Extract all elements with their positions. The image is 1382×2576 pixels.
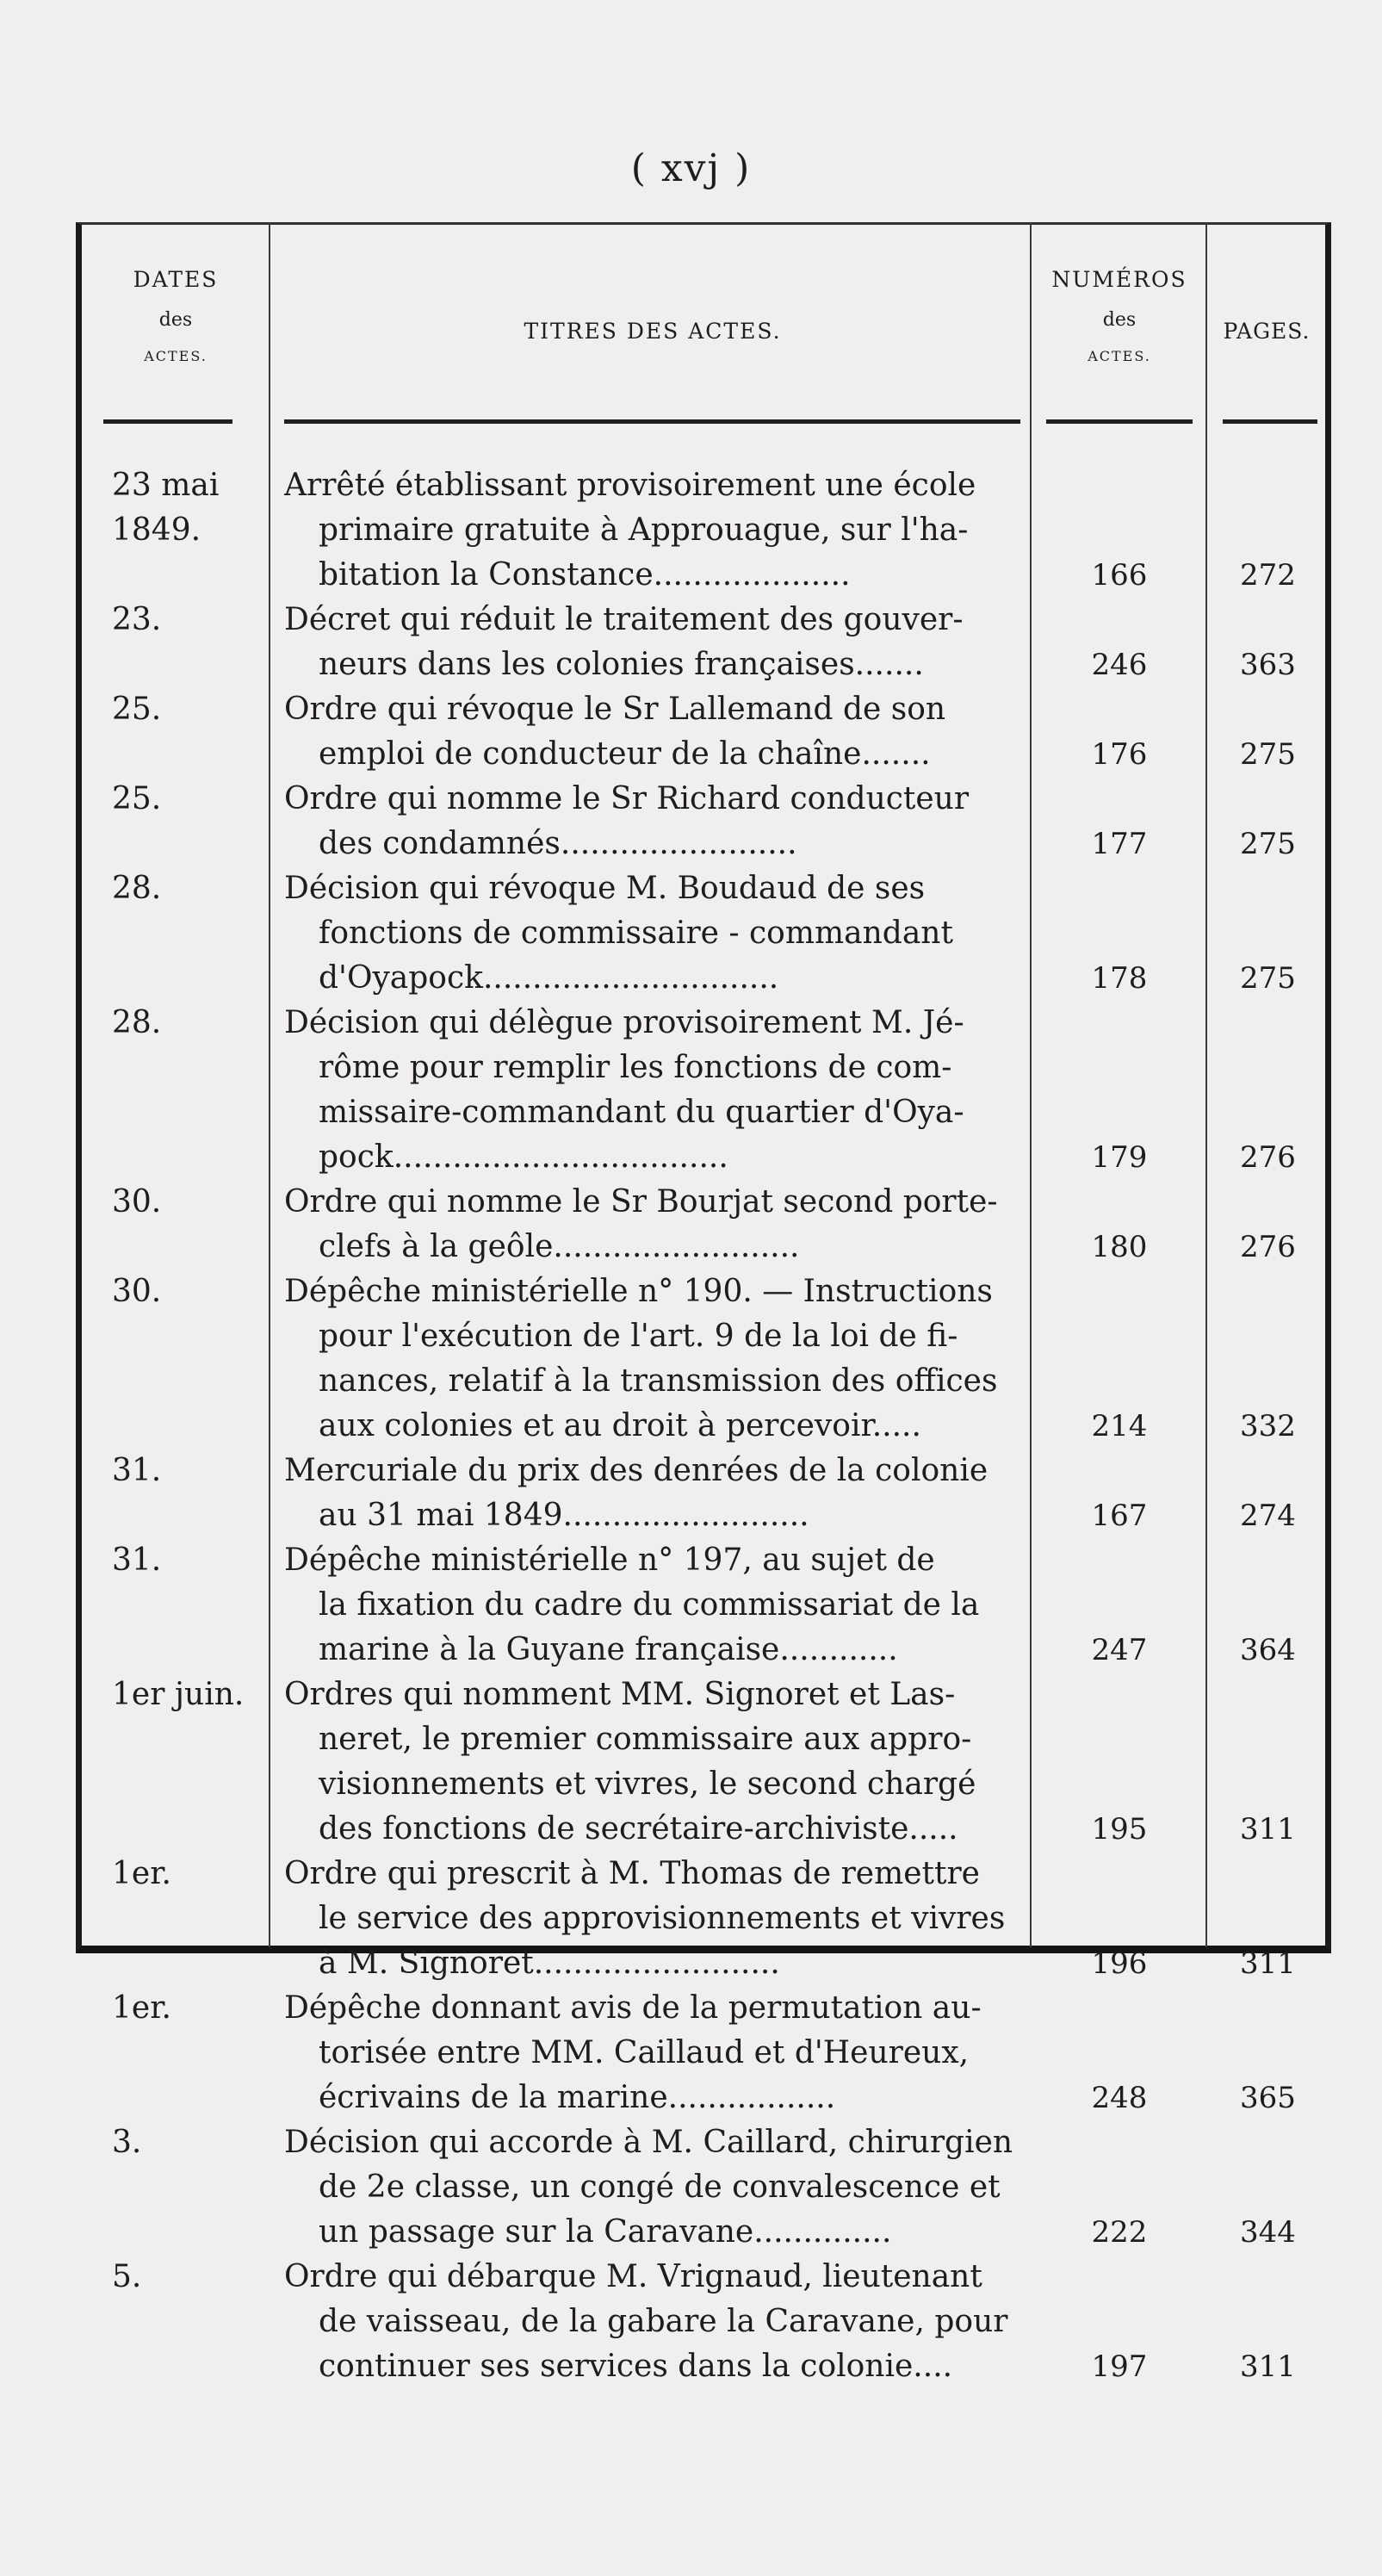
act-title-line: aux colonies et au droit à percevoir..... xyxy=(319,1408,921,1443)
act-date-line: 1849. xyxy=(112,512,201,548)
act-date-line: 30. xyxy=(112,1274,162,1309)
act-title-line: rôme pour remplir les fonctions de com- xyxy=(319,1050,952,1085)
act-number: 248 xyxy=(1091,2081,1148,2115)
act-title-line: Dépêche ministérielle n° 190. — Instructions xyxy=(284,1274,993,1309)
page-header: ( xvj ) xyxy=(630,146,752,190)
act-title-line: Décret qui réduit le traitement des gouver- xyxy=(284,602,964,637)
act-number: 166 xyxy=(1091,558,1148,593)
table-row xyxy=(0,1673,1382,1852)
header-rule xyxy=(284,419,1020,424)
act-number: 247 xyxy=(1091,1633,1148,1667)
act-title-line: Décision qui délègue provisoirement M. Jé- xyxy=(284,1005,964,1040)
act-page: 275 xyxy=(1240,961,1296,996)
act-page: 272 xyxy=(1240,558,1296,593)
table-row xyxy=(0,1538,1382,1673)
act-title-line: Ordre qui prescrit à M. Thomas de remettre xyxy=(284,1856,980,1891)
act-number: 180 xyxy=(1091,1230,1148,1264)
act-title xyxy=(284,1673,1026,1852)
act-title-line: des condamnés........................ xyxy=(319,826,797,861)
act-number: 197 xyxy=(1091,2349,1148,2384)
act-date-line: 31. xyxy=(112,1453,162,1488)
header-rule xyxy=(1046,419,1193,424)
header-pages: PAGES. xyxy=(1223,319,1311,344)
act-title-line: torisée entre MM. Caillaud et d'Heureux, xyxy=(319,2035,970,2070)
act-number: 176 xyxy=(1091,737,1148,772)
act-title-line: neurs dans les colonies françaises....... xyxy=(319,647,924,682)
act-title-line: Décision qui accorde à M. Caillard, chirurgien xyxy=(284,2125,1013,2160)
act-title-line: Ordre qui nomme le Sr Richard conducteur xyxy=(284,781,970,816)
act-page: 363 xyxy=(1240,648,1296,682)
act-title-line: un passage sur la Caravane.............. xyxy=(319,2214,892,2250)
act-date xyxy=(112,1449,267,1493)
act-title xyxy=(284,1001,1026,1180)
act-date-line: 5. xyxy=(112,2259,142,2294)
act-title-line: missaire-commandant du quartier d'Oya- xyxy=(319,1095,964,1130)
header-titres: TITRES DES ACTES. xyxy=(524,319,782,344)
act-number: 178 xyxy=(1091,961,1148,996)
act-number: 195 xyxy=(1091,1812,1148,1847)
table-row xyxy=(0,598,1382,687)
act-page: 275 xyxy=(1240,827,1296,861)
act-title-line: écrivains de la marine................. xyxy=(319,2080,836,2115)
act-title xyxy=(284,687,1026,777)
table-row xyxy=(0,1001,1382,1180)
table-row xyxy=(0,463,1382,598)
table-row xyxy=(0,1986,1382,2120)
act-page: 311 xyxy=(1240,1946,1296,1981)
act-page: 344 xyxy=(1240,2215,1296,2250)
act-date xyxy=(112,866,267,911)
act-title-line: neret, le premier commissaire aux appro- xyxy=(319,1722,972,1757)
act-date-line: 30. xyxy=(112,1184,162,1220)
act-title-line: pour l'exécution de l'art. 9 de la loi de fi- xyxy=(319,1319,958,1354)
table-row xyxy=(0,1269,1382,1449)
act-date-line: 28. xyxy=(112,1005,162,1040)
act-title-line: primaire gratuite à Approuague, sur l'ha- xyxy=(319,512,969,548)
act-number: 214 xyxy=(1091,1409,1148,1443)
act-date-line: 23. xyxy=(112,602,162,637)
act-date-line: 25. xyxy=(112,781,162,816)
act-date xyxy=(112,1180,267,1225)
act-title xyxy=(284,598,1026,687)
act-page: 276 xyxy=(1240,1140,1296,1175)
act-page: 365 xyxy=(1240,2081,1296,2115)
act-date xyxy=(112,1538,267,1583)
act-title xyxy=(284,1269,1026,1449)
act-number: 179 xyxy=(1091,1140,1148,1175)
act-date xyxy=(112,1001,267,1046)
table-row xyxy=(0,687,1382,777)
act-date xyxy=(112,598,267,642)
act-title-line: marine à la Guyane française............ xyxy=(319,1632,898,1667)
table-body xyxy=(0,463,1382,2389)
act-page: 332 xyxy=(1240,1409,1296,1443)
act-date-line: 23 mai xyxy=(112,468,220,503)
act-date xyxy=(112,777,267,822)
act-title-line: visionnements et vivres, le second chargé xyxy=(319,1766,976,1802)
act-number: 177 xyxy=(1091,827,1148,861)
act-number: 246 xyxy=(1091,648,1148,682)
act-date xyxy=(112,463,267,553)
act-title-line: Mercuriale du prix des denrées de la colonie xyxy=(284,1453,988,1488)
act-title-line: Ordre qui révoque le Sr Lallemand de son xyxy=(284,692,946,727)
table-row xyxy=(0,2120,1382,2255)
table-row xyxy=(0,2255,1382,2389)
act-title-line: nances, relatif à la transmission des offices xyxy=(319,1363,998,1399)
table-row xyxy=(0,777,1382,866)
act-title xyxy=(284,866,1026,1001)
act-date xyxy=(112,1673,267,1717)
act-title-line: Ordre qui nomme le Sr Bourjat second porte- xyxy=(284,1184,998,1220)
act-title-line: Ordre qui débarque M. Vrignaud, lieutenant xyxy=(284,2259,982,2294)
act-title-line: au 31 mai 1849......................... xyxy=(319,1498,809,1533)
act-date-line: 1er juin. xyxy=(112,1677,245,1712)
act-date-line: 1er. xyxy=(112,1856,171,1891)
act-title-line: d'Oyapock.............................. xyxy=(319,960,779,996)
act-number: 167 xyxy=(1091,1499,1148,1533)
act-date xyxy=(112,1852,267,1896)
act-title xyxy=(284,1180,1026,1269)
header-numeros: NUMÉROS des ACTES. xyxy=(1051,267,1187,364)
act-title xyxy=(284,463,1026,598)
act-date-line: 1er. xyxy=(112,1990,171,2026)
act-title xyxy=(284,2255,1026,2389)
act-title-line: bitation la Constance.................... xyxy=(319,557,851,593)
act-date xyxy=(112,687,267,732)
act-title-line: continuer ses services dans la colonie.... xyxy=(319,2349,953,2384)
act-title xyxy=(284,1852,1026,1986)
act-date-line: 3. xyxy=(112,2125,142,2160)
act-title xyxy=(284,777,1026,866)
header-rule xyxy=(103,419,232,424)
table-row xyxy=(0,1449,1382,1538)
act-date-line: 28. xyxy=(112,871,162,906)
act-date xyxy=(112,2120,267,2165)
act-page: 311 xyxy=(1240,1812,1296,1847)
act-title xyxy=(284,1986,1026,2120)
act-title xyxy=(284,1538,1026,1673)
act-title-line: Dépêche donnant avis de la permutation au- xyxy=(284,1990,982,2026)
act-page: 274 xyxy=(1240,1499,1296,1533)
act-title-line: le service des approvisionnements et vivres xyxy=(319,1901,1006,1936)
act-title xyxy=(284,1449,1026,1538)
table-row xyxy=(0,866,1382,1001)
act-title-line: Décision qui révoque M. Boudaud de ses xyxy=(284,871,926,906)
act-page: 311 xyxy=(1240,2349,1296,2384)
act-number: 196 xyxy=(1091,1946,1148,1981)
header-rule xyxy=(1223,419,1317,424)
act-title-line: emploi de conducteur de la chaîne....... xyxy=(319,736,931,772)
act-title-line: de vaisseau, de la gabare la Caravane, pour xyxy=(319,2304,1008,2339)
act-title-line: de 2e classe, un congé de convalescence et xyxy=(319,2169,1001,2205)
act-page: 364 xyxy=(1240,1633,1296,1667)
act-title-line: fonctions de commissaire - commandant xyxy=(319,916,953,951)
act-title-line: des fonctions de secrétaire-archiviste..... xyxy=(319,1811,958,1847)
act-title xyxy=(284,2120,1026,2255)
act-title-line: clefs à la geôle......................... xyxy=(319,1229,800,1264)
act-title-line: Dépêche ministérielle n° 197, au sujet de xyxy=(284,1542,935,1578)
act-date xyxy=(112,2255,267,2300)
act-title-line: la fixation du cadre du commissariat de la xyxy=(319,1587,980,1623)
table-row xyxy=(0,1852,1382,1986)
act-title-line: Arrêté établissant provisoirement une école xyxy=(284,468,976,503)
act-date xyxy=(112,1269,267,1314)
act-page: 276 xyxy=(1240,1230,1296,1264)
act-title-line: à M. Signoret......................... xyxy=(319,1946,780,1981)
header-dates: DATES des ACTES. xyxy=(133,267,219,364)
act-title-line: pock.................................. xyxy=(319,1139,728,1175)
act-date-line: 31. xyxy=(112,1542,162,1578)
act-date-line: 25. xyxy=(112,692,162,727)
act-date xyxy=(112,1986,267,2031)
act-page: 275 xyxy=(1240,737,1296,772)
act-number: 222 xyxy=(1091,2215,1148,2250)
act-title-line: Ordres qui nomment MM. Signoret et Las- xyxy=(284,1677,956,1712)
table-row xyxy=(0,1180,1382,1269)
